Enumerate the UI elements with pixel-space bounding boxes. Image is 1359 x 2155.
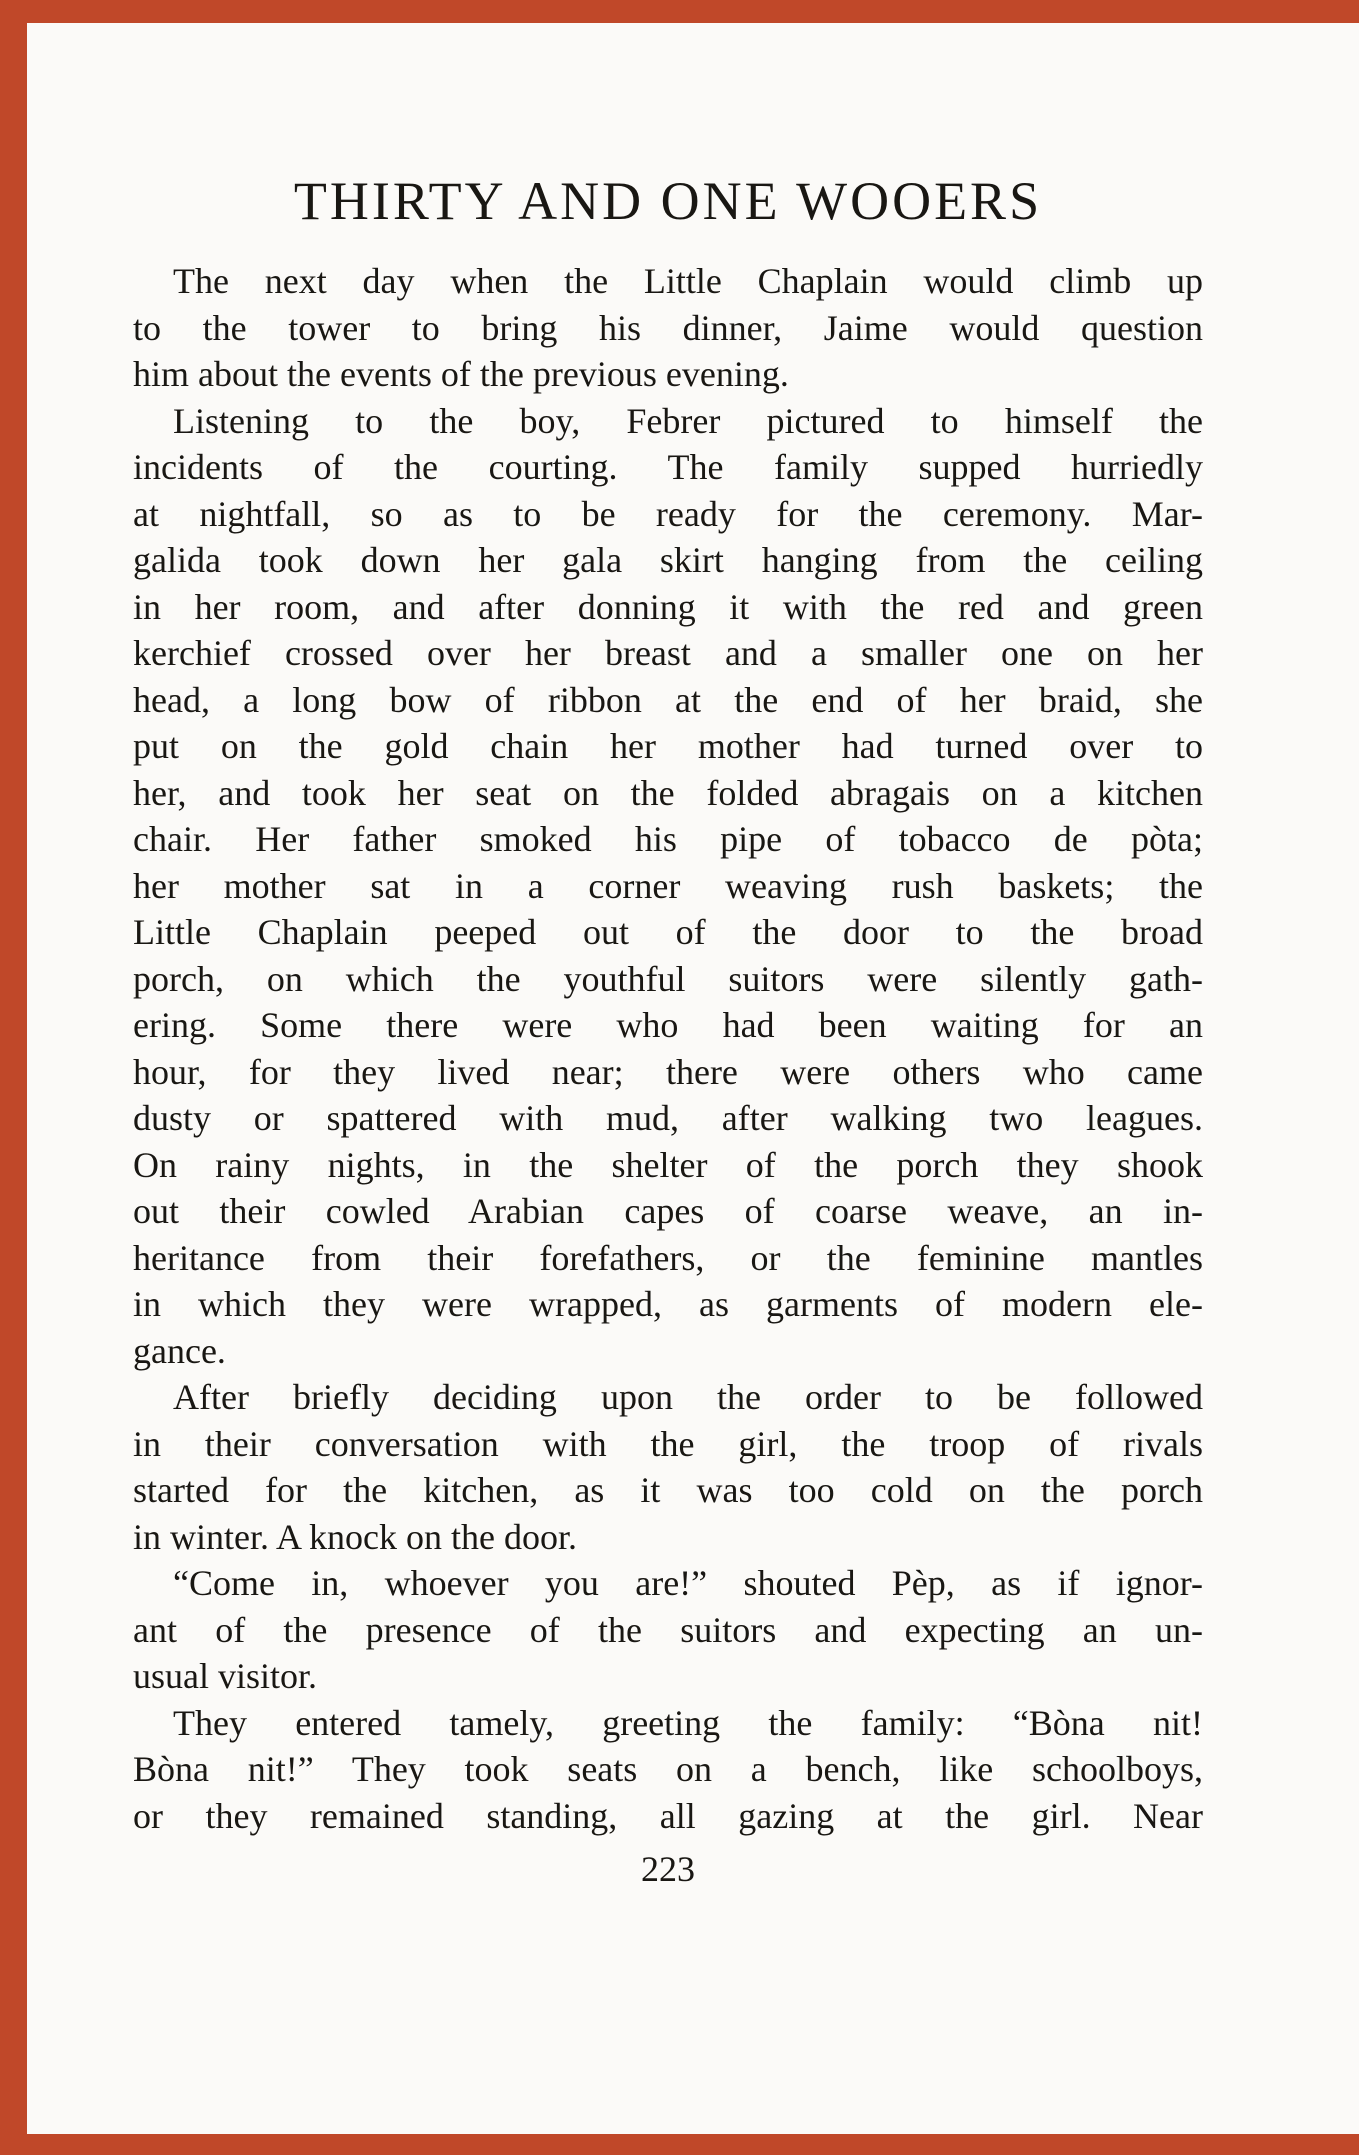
text-block xyxy=(133,258,1203,1839)
text-line: kerchief crossed over her breast and a smaller one on her xyxy=(133,633,1203,673)
text-line: head, a long bow of ribbon at the end of her braid, she xyxy=(133,679,1203,720)
text-line: porch, on which the youthful suitors were silently gath- xyxy=(133,958,1203,999)
text-line: in her room, and after donning it with the red and green xyxy=(133,586,1203,627)
page-number: 223 xyxy=(641,1849,695,1889)
text-line: to the tower to bring his dinner, Jaime would question xyxy=(133,307,1203,348)
text-line: started for the kitchen, as it was too cold on the porch xyxy=(133,1470,1203,1510)
text-line: chair. Her father smoked his pipe of tobacco de pòta; xyxy=(133,819,1203,859)
text-line: After briefly deciding upon the order to be followed xyxy=(173,1377,1203,1417)
page-edge-bottom xyxy=(0,2134,1359,2155)
text-line: Little Chaplain peeped out of the door to the broad xyxy=(133,912,1203,952)
text-line: or they remained standing, all gazing at the girl. Near xyxy=(133,1795,1203,1836)
text-line: On rainy nights, in the shelter of the porch they shook xyxy=(133,1144,1203,1185)
text-line: Bòna nit!” They took seats on a bench, like schoolboys, xyxy=(133,1749,1203,1789)
text-line: her mother sat in a corner weaving rush baskets; the xyxy=(133,865,1203,906)
text-line: put on the gold chain her mother had turned over to xyxy=(133,726,1203,766)
text-line: in their conversation with the girl, the troop of rivals xyxy=(133,1423,1203,1464)
text-line: They entered tamely, greeting the family: “Bòna nit! xyxy=(173,1702,1203,1743)
text-line: out their cowled Arabian capes of coarse weave, an in- xyxy=(133,1191,1203,1231)
text-line: dusty or spattered with mud, after walking two leagues. xyxy=(133,1098,1203,1138)
text-line: hour, for they lived near; there were others who came xyxy=(133,1051,1203,1092)
text-line: heritance from their forefathers, or the feminine mantles xyxy=(133,1237,1203,1278)
text-line: in which they were wrapped, as garments of modern ele- xyxy=(133,1284,1203,1324)
text-line: ant of the presence of the suitors and expecting an un- xyxy=(133,1609,1203,1650)
text-line: at nightfall, so as to be ready for the ceremony. Mar- xyxy=(133,493,1203,534)
text-line: him about the events of the previous evening. xyxy=(133,354,789,394)
text-line: gance. xyxy=(133,1330,226,1371)
page-edge-top xyxy=(0,0,1359,23)
page-edge-left xyxy=(0,0,27,2155)
text-line: in winter. A knock on the door. xyxy=(133,1516,577,1557)
text-line: “Come in, whoever you are!” shouted Pèp, as if ignor- xyxy=(173,1563,1203,1603)
text-line: ering. Some there were who had been waiting for an xyxy=(133,1005,1203,1045)
text-line: Listening to the boy, Febrer pictured to himself the xyxy=(173,400,1203,441)
text-line: incidents of the courting. The family supped hurriedly xyxy=(133,447,1203,487)
chapter-title: THIRTY AND ONE WOOERS xyxy=(293,171,1043,231)
text-line: usual visitor. xyxy=(133,1656,318,1696)
text-line: The next day when the Little Chaplain would climb up xyxy=(173,261,1203,301)
text-line: galida took down her gala skirt hanging from the ceiling xyxy=(133,540,1203,580)
text-line: her, and took her seat on the folded abragais on a kitchen xyxy=(133,772,1203,813)
